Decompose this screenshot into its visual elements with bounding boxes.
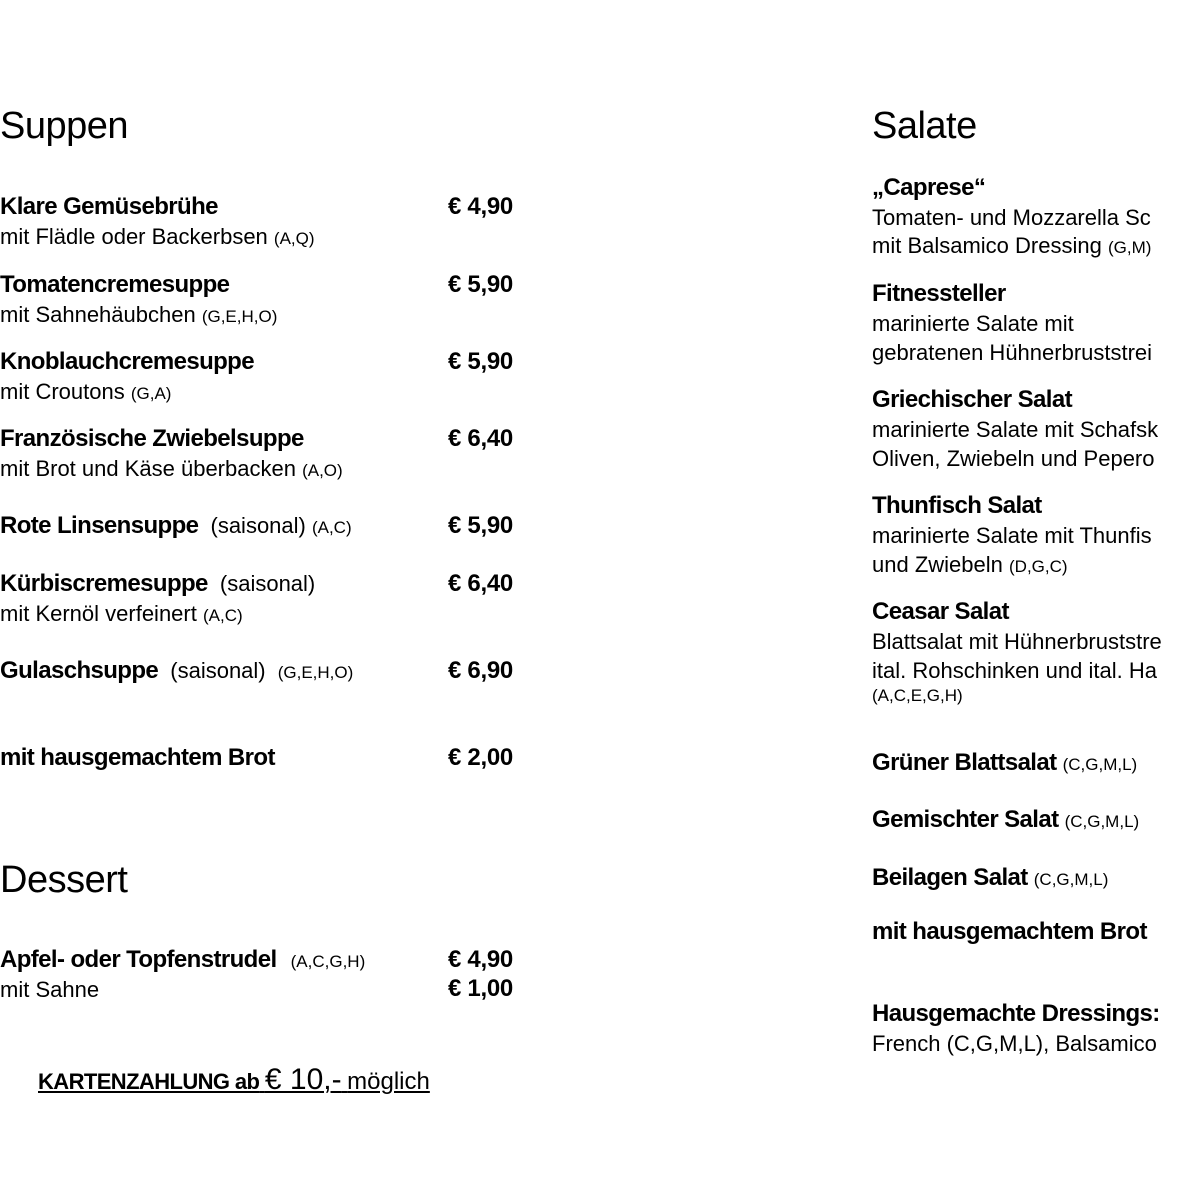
payment-note-pre: KARTENZAHLUNG ab <box>38 1069 260 1094</box>
item-title: Gemischter Salat <box>872 806 1059 833</box>
salate-heading: Salate <box>872 105 977 147</box>
allergen-codes: (C,G,M,L) <box>1033 870 1109 889</box>
menu-item-desc: marinierte Salate mit <box>872 311 1074 336</box>
item-title: Rote Linsensuppe <box>0 512 199 539</box>
item-description: und Zwiebeln <box>872 552 1003 577</box>
allergen-codes: (A,O) <box>302 461 343 480</box>
menu-item-desc <box>0 601 243 627</box>
item-description: mit Sahnehäubchen <box>0 302 196 327</box>
menu-item-price: € 5,90 <box>448 271 513 298</box>
item-title: Gulaschsuppe <box>0 657 159 684</box>
menu-item-price: € 6,40 <box>448 570 513 597</box>
item-description: mit Balsamico Dressing <box>872 233 1102 258</box>
allergen-codes: (G,M) <box>1107 238 1152 257</box>
menu-item-desc: marinierte Salate mit Thunfis <box>872 523 1152 548</box>
item-title: Beilagen Salat <box>872 864 1028 891</box>
payment-note-post: möglich <box>347 1068 430 1095</box>
menu-item-name: Griechischer Salat <box>872 386 1072 413</box>
allergen-codes: (G,A) <box>130 384 172 403</box>
seasonal-note: (saisonal) <box>170 658 266 683</box>
seasonal-note: (saisonal) <box>210 513 306 538</box>
payment-note-amount: € 10,- <box>264 1063 342 1096</box>
menu-item-desc <box>872 233 1151 259</box>
menu-item-desc <box>0 379 171 405</box>
menu-item-name <box>872 864 1108 892</box>
menu-item-price: € 6,90 <box>448 657 513 684</box>
menu-item-name: Tomatencremesuppe <box>0 271 230 298</box>
item-title: Kürbiscremesuppe <box>0 570 208 597</box>
item-description: mit Brot und Käse überbacken <box>0 456 296 481</box>
menu-item-name <box>0 512 352 540</box>
menu-item-price: € 5,90 <box>448 348 513 375</box>
menu-item-price: € 4,90 <box>448 946 513 973</box>
seasonal-note: (saisonal) <box>219 571 316 596</box>
item-description: mit Kernöl verfeinert <box>0 601 197 626</box>
menu-item-price: € 5,90 <box>448 512 513 539</box>
menu-item-name: Thunfisch Salat <box>872 492 1042 519</box>
dessert-heading: Dessert <box>0 859 128 901</box>
menu-item-name <box>872 749 1137 777</box>
allergen-codes: (G,E,H,O) <box>201 307 278 326</box>
allergen-codes: (A,C) <box>311 518 352 537</box>
menu-item-name: Knoblauchcremesuppe <box>0 348 254 375</box>
dessert-extra-price: € 1,00 <box>448 975 513 1002</box>
allergen-codes: (G,E,H,O) <box>277 663 354 682</box>
allergen-codes: (C,G,M,L) <box>1064 812 1140 831</box>
allergen-codes: (C,G,M,L) <box>1062 755 1138 774</box>
bread-price: € 2,00 <box>448 744 513 771</box>
allergen-codes: (A,C) <box>202 606 243 625</box>
menu-item-desc <box>0 224 315 250</box>
menu-item-name: Französische Zwiebelsuppe <box>0 425 304 452</box>
menu-item-desc: ital. Rohschinken und ital. Ha <box>872 658 1157 683</box>
item-description: mit Croutons <box>0 379 125 404</box>
menu-item-desc <box>872 552 1068 578</box>
item-title: Apfel- oder Topfenstrudel <box>0 946 277 973</box>
menu-item-desc: Tomaten- und Mozzarella Sc <box>872 205 1151 230</box>
menu-item-desc <box>0 302 277 328</box>
allergen-codes: (A,C,G,H) <box>290 952 366 971</box>
dessert-extra-label: mit Sahne <box>0 977 100 1002</box>
menu-item-name <box>872 806 1139 834</box>
menu-item-name <box>0 657 353 685</box>
payment-note <box>38 1063 430 1097</box>
menu-item-desc: gebratenen Hühnerbruststrei <box>872 340 1153 365</box>
allergen-codes: (D,G,C) <box>1009 557 1068 576</box>
menu-item-name: Fitnessteller <box>872 280 1006 307</box>
item-title: Grüner Blattsalat <box>872 749 1057 776</box>
menu-item-name <box>0 946 365 974</box>
menu-item-desc: marinierte Salate mit Schafsk <box>872 417 1159 442</box>
menu-item-name: „Caprese“ <box>872 174 986 201</box>
menu-item-desc <box>0 456 343 482</box>
menu-item-name <box>0 570 315 598</box>
menu-item-price: € 4,90 <box>448 193 513 220</box>
menu-item-name: Klare Gemüsebrühe <box>0 193 218 220</box>
menu-item-desc: Oliven, Zwiebeln und Pepero <box>872 446 1155 471</box>
menu-item-name: Ceasar Salat <box>872 598 1009 625</box>
bread-label: mit hausgemachtem Brot <box>872 918 1147 945</box>
allergen-codes: (A,Q) <box>273 229 315 248</box>
item-description: mit Flädle oder Backerbsen <box>0 224 268 249</box>
dressings-text: French (C,G,M,L), Balsamico <box>872 1031 1157 1056</box>
bread-label: mit hausgemachtem Brot <box>0 744 275 771</box>
dressings-title: Hausgemachte Dressings: <box>872 1000 1160 1027</box>
menu-item-desc: Blattsalat mit Hühnerbruststre <box>872 629 1162 654</box>
suppen-heading: Suppen <box>0 105 129 147</box>
allergen-codes: (A,C,E,G,H) <box>872 686 963 705</box>
menu-item-price: € 6,40 <box>448 425 513 452</box>
